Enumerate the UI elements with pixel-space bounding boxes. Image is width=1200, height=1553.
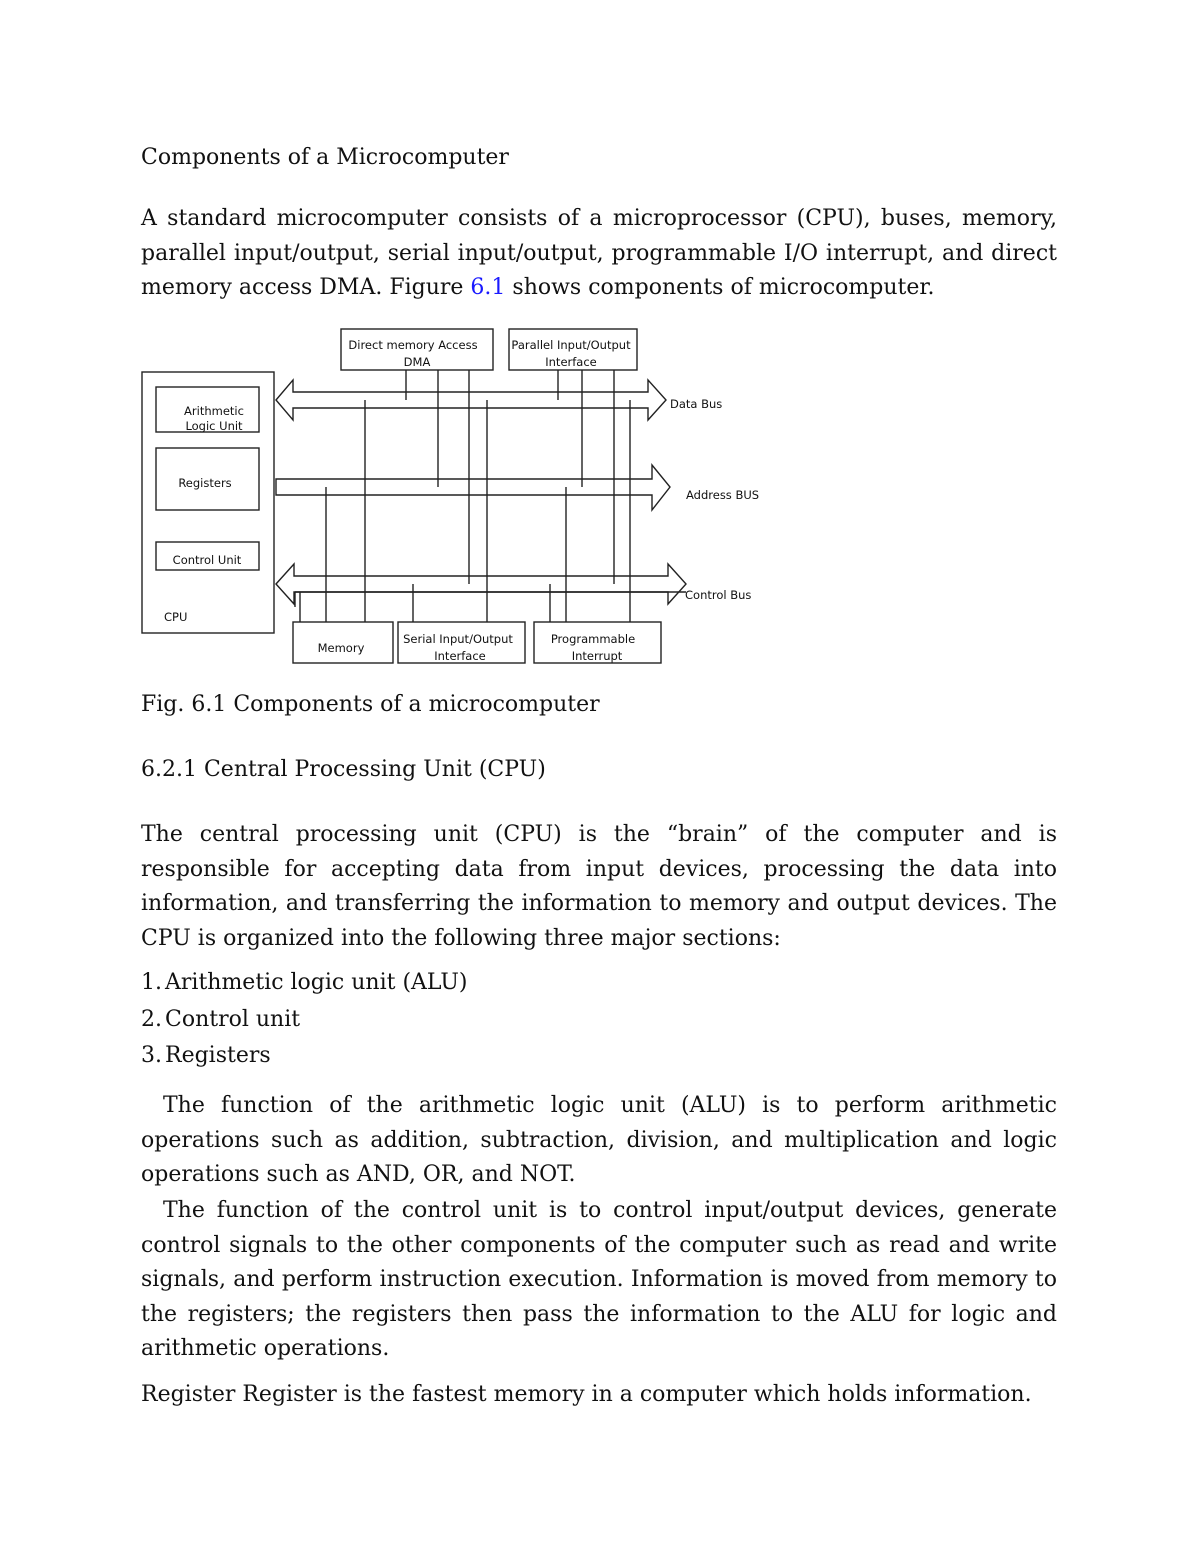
registers-label: Registers [178, 476, 232, 490]
intro-paragraph [141, 202, 1057, 306]
serial-io-label-1: Serial Input/Output [403, 632, 513, 646]
list-text: Arithmetic logic unit (ALU) [165, 970, 468, 995]
list-number: 3. [141, 1043, 162, 1068]
intro-text: A standard microcomputer consists of a microprocessor (CPU), buses, memory, parallel input/output, serial input/output, programmable I/O interrupt, and direct memory access DMA. Figure [141, 206, 1057, 300]
serial-io-label-2: Interface [434, 649, 486, 663]
alu-label-1: Arithmetic [184, 404, 244, 418]
control-bus-arrow [276, 564, 686, 604]
register-paragraph: Register Register is the fastest memory in a computer which holds information. [141, 1382, 1032, 1407]
memory-label: Memory [317, 641, 365, 655]
parallel-io-label-2: Interface [545, 355, 597, 369]
data-bus-arrow [276, 380, 666, 420]
address-bus-label: Address BUS [686, 488, 760, 502]
list-number: 1. [141, 970, 162, 995]
list-number: 2. [141, 1007, 162, 1032]
list-item [141, 1003, 300, 1037]
control-paragraph: The function of the control unit is to control input/output devices, generate control signals to the other components of the computer such as read and write signals, and perform instruction execution. Information is moved from memory to the registers; the registers then pass the information to the ALU for logic and arithmetic operations. [141, 1198, 1057, 1361]
dma-label-2: DMA [403, 355, 431, 369]
control-bus-label: Control Bus [685, 588, 752, 602]
address-bus-arrow [276, 465, 670, 510]
list-text: Control unit [165, 1007, 301, 1032]
dma-label-1: Direct memory Access [348, 338, 478, 352]
programmable-interrupt-label-1: Programmable [550, 632, 636, 646]
figure-link[interactable]: 6.1 [470, 275, 506, 300]
cpu-label: CPU [164, 610, 188, 624]
section-title: Components of a Microcomputer [141, 145, 509, 170]
microcomputer-diagram [130, 320, 780, 680]
control-unit-label: Control Unit [172, 553, 242, 567]
list-item [141, 1039, 271, 1073]
figure-caption: Fig. 6.1 Components of a microcomputer [141, 692, 600, 717]
alu-paragraph: The function of the arithmetic logic unit (ALU) is to perform arithmetic operations such as addition, subtraction, division, and multiplication and logic operations such as AND, OR, and NOT. [141, 1093, 1057, 1187]
parallel-io-label-1: Parallel Input/Output [511, 338, 631, 352]
list-item [141, 966, 467, 1000]
programmable-interrupt-label-2: Interrupt [571, 649, 623, 663]
data-bus-label: Data Bus [670, 397, 723, 411]
subsection-title: 6.2.1 Central Processing Unit (CPU) [141, 757, 546, 782]
list-text: Registers [165, 1043, 271, 1068]
alu-label-2: Logic Unit [185, 419, 243, 433]
intro-text-end: shows components of microcomputer. [505, 275, 935, 300]
cpu-paragraph: The central processing unit (CPU) is the “brain” of the computer and is responsible for accepting data from input devices, processing the data into information, and transferring the information to memory and output devices. The CPU is organized into the following three major sections: [141, 822, 1057, 951]
